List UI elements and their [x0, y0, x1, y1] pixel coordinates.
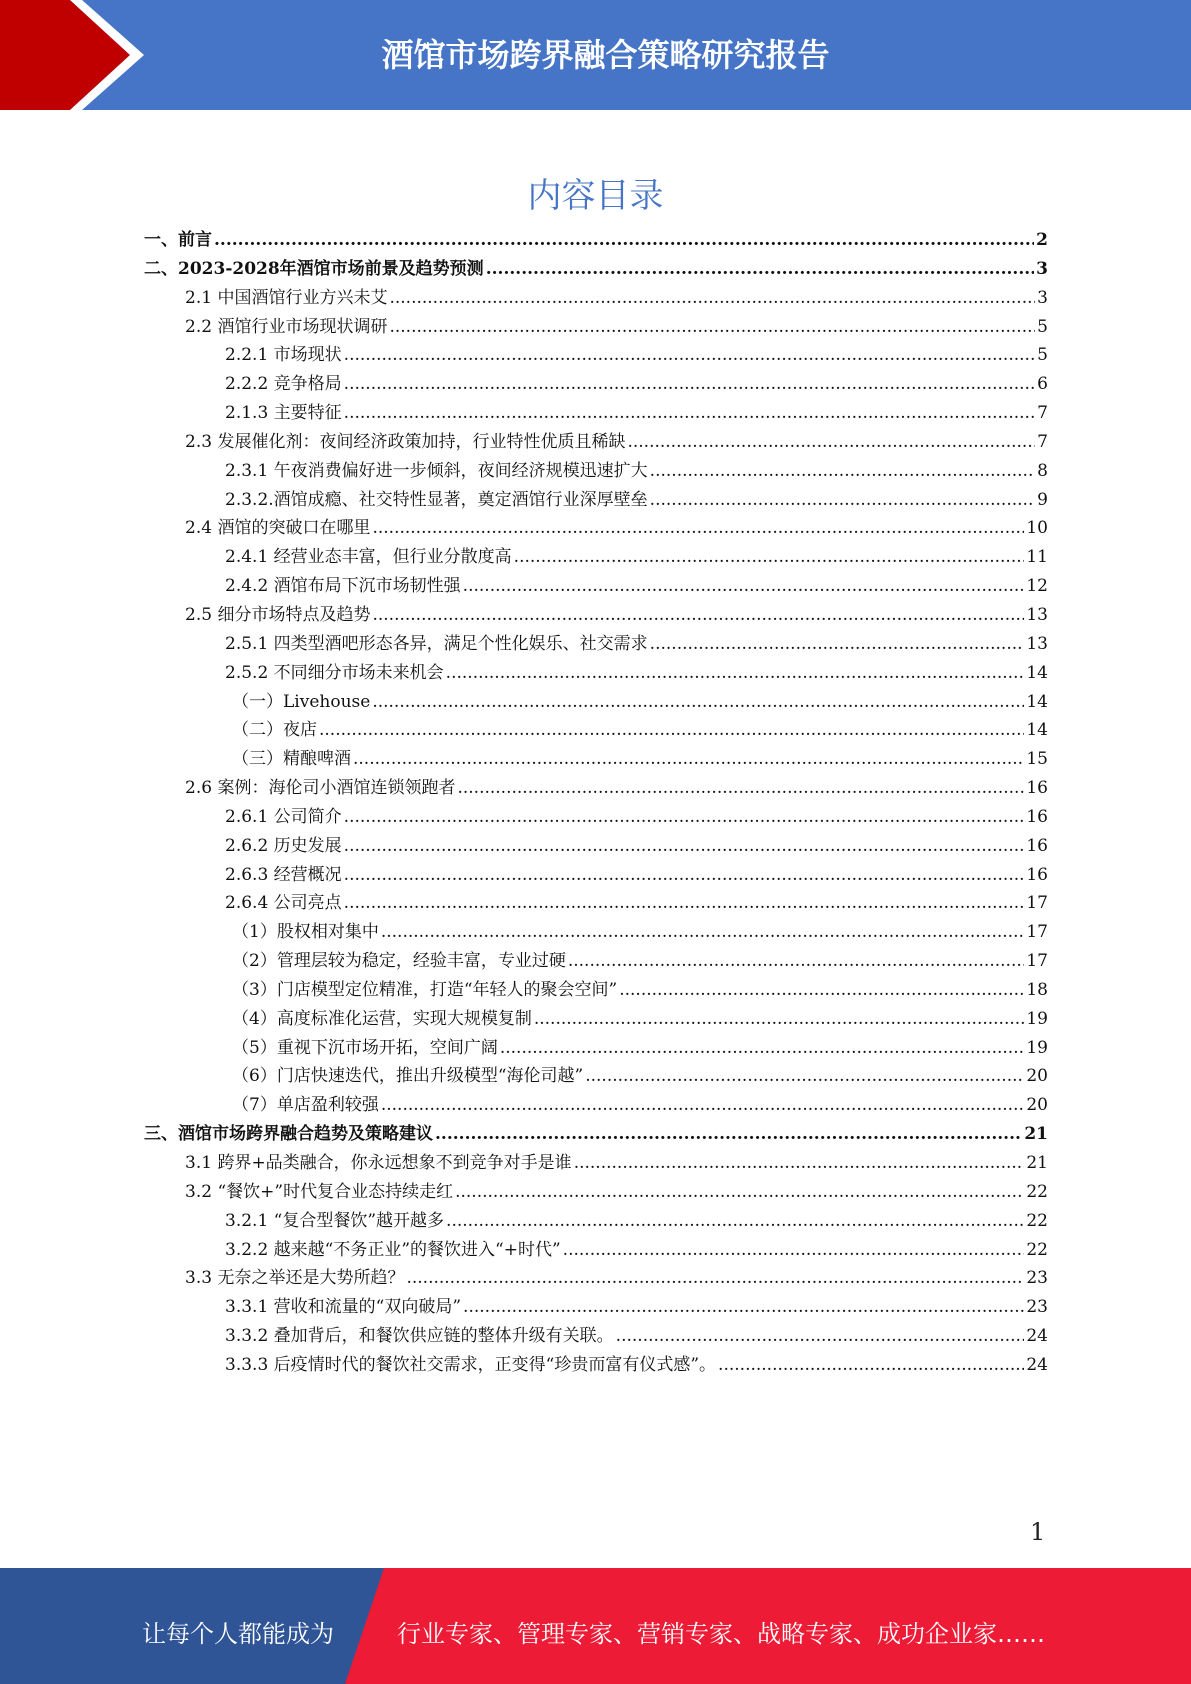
toc-entry-label: 3.3.3 后疫情时代的餐饮社交需求，正变得“珍贵而富有仪式感”。 — [225, 1354, 717, 1375]
toc-leader-dots — [344, 861, 1025, 890]
toc-entry-page: 24 — [1026, 1326, 1048, 1347]
toc-heading: 内容目录 — [527, 176, 664, 216]
footer-slogan-left: 让每个人都能成为 — [142, 1620, 334, 1648]
toc-leader-dots — [650, 486, 1036, 515]
toc-leader-dots — [650, 457, 1036, 486]
toc-entry[interactable] — [144, 601, 1048, 630]
toc-leader-dots — [563, 1236, 1025, 1265]
table-of-contents — [144, 226, 1048, 1380]
toc-entry-page: 16 — [1026, 864, 1048, 885]
toc-entry-label: 2.2.2 竞争格局 — [225, 374, 342, 395]
toc-entry-label: 三、酒馆市场跨界融合趋势及策略建议 — [144, 1124, 433, 1145]
toc-entry[interactable] — [144, 1293, 1048, 1322]
toc-entry-label: （5）重视下沉市场开拓，空间广阔 — [232, 1037, 498, 1058]
toc-entry-page: 23 — [1026, 1268, 1048, 1289]
toc-entry-label: 3.3 无奈之举还是大势所趋？ — [185, 1268, 405, 1289]
page-footer — [0, 1568, 1191, 1684]
toc-entry-label: （3）门店模型定位精准，打造“年轻人的聚会空间” — [232, 979, 618, 1000]
toc-leader-dots — [718, 1351, 1024, 1380]
toc-leader-dots — [585, 1062, 1024, 1091]
toc-entry[interactable] — [144, 976, 1048, 1005]
toc-entry-label: 2.5.1 四类型酒吧形态各异，满足个性化娱乐、社交需求 — [225, 633, 648, 654]
toc-leader-dots — [619, 976, 1024, 1005]
toc-entry[interactable] — [144, 313, 1048, 342]
toc-entry-label: 2.6.2 历史发展 — [225, 835, 342, 856]
toc-entry-page: 13 — [1026, 633, 1048, 654]
toc-entry-label: （一）Livehouse — [232, 691, 371, 712]
toc-entry-label: 2.6.3 经营概况 — [225, 864, 342, 885]
toc-entry[interactable] — [144, 1236, 1048, 1265]
toc-entry[interactable] — [144, 832, 1048, 861]
toc-entry-label: 一、前言 — [144, 230, 212, 250]
toc-entry-label: 2.6.4 公司亮点 — [225, 893, 342, 914]
toc-entry[interactable] — [144, 1034, 1048, 1063]
toc-entry-page: 17 — [1026, 922, 1048, 943]
toc-entry[interactable] — [144, 428, 1048, 457]
toc-entry-page: 22 — [1026, 1210, 1048, 1231]
toc-leader-dots — [406, 1264, 1024, 1293]
toc-entry-label: 2.2.1 市场现状 — [225, 345, 342, 366]
toc-entry-label: （4）高度标准化运营，实现大规模复制 — [232, 1008, 532, 1029]
toc-entry-page: 10 — [1026, 518, 1048, 539]
toc-entry[interactable] — [144, 803, 1048, 832]
toc-entry[interactable] — [144, 1005, 1048, 1034]
toc-entry-label: 2.6 案例：海伦司小酒馆连锁领跑者 — [185, 778, 456, 799]
toc-entry-label: 2.6.1 公司简介 — [225, 806, 342, 827]
toc-entry-label: 2.5 细分市场特点及趋势 — [185, 604, 371, 625]
toc-entry[interactable] — [144, 774, 1048, 803]
toc-entry-page: 22 — [1026, 1181, 1048, 1202]
toc-entry[interactable] — [144, 688, 1048, 717]
toc-entry-label: 二、2023-2028年酒馆市场前景及趋势预测 — [144, 258, 484, 279]
toc-entry[interactable] — [144, 716, 1048, 745]
toc-entry-page: 21 — [1024, 1124, 1048, 1145]
toc-leader-dots — [372, 601, 1024, 630]
toc-entry-page: 5 — [1037, 345, 1048, 366]
toc-entry-label: 3.3.1 营收和流量的“双向破局” — [225, 1297, 462, 1318]
toc-leader-dots — [353, 745, 1024, 774]
toc-entry-page: 17 — [1026, 893, 1048, 914]
toc-leader-dots — [463, 1293, 1024, 1322]
toc-entry-page: 14 — [1026, 691, 1048, 712]
toc-leader-dots — [344, 341, 1036, 370]
toc-entry[interactable] — [144, 543, 1048, 572]
toc-entry-page: 23 — [1026, 1297, 1048, 1318]
toc-leader-dots — [446, 1207, 1024, 1236]
toc-leader-dots — [389, 284, 1035, 313]
toc-entry-label: 2.4 酒馆的突破口在哪里 — [185, 518, 371, 539]
toc-entry-label: （6）门店快速迭代，推出升级模型“海伦司越” — [232, 1066, 584, 1087]
toc-entry[interactable] — [144, 745, 1048, 774]
toc-leader-dots — [344, 832, 1025, 861]
toc-entry[interactable] — [144, 1264, 1048, 1293]
report-title: 酒馆市场跨界融合策略研究报告 — [381, 36, 830, 74]
toc-entry-page: 13 — [1026, 604, 1048, 625]
toc-entry[interactable] — [144, 572, 1048, 601]
toc-entry[interactable] — [144, 457, 1048, 486]
toc-entry-page: 3 — [1036, 258, 1048, 279]
toc-leader-dots — [574, 1149, 1025, 1178]
toc-entry[interactable] — [144, 630, 1048, 659]
footer-slogan-right: 行业专家、管理专家、营销专家、战略专家、成功企业家…… — [397, 1620, 1045, 1648]
toc-entry-label: 2.3 发展催化剂：夜间经济政策加持，行业特性优质且稀缺 — [185, 431, 626, 452]
toc-entry-label: 3.1 跨界+品类融合，你永远想象不到竞争对手是谁 — [185, 1153, 572, 1173]
toc-entry-page: 6 — [1037, 374, 1048, 395]
toc-entry-page: 24 — [1026, 1354, 1048, 1375]
toc-entry-label: 2.2 酒馆行业市场现状调研 — [185, 316, 388, 337]
toc-entry-label: 3.3.2 叠加背后，和餐饮供应链的整体升级有关联。 — [225, 1326, 614, 1347]
toc-leader-dots — [463, 572, 1025, 601]
toc-entry-page: 20 — [1026, 1066, 1048, 1087]
toc-entry[interactable] — [144, 1149, 1048, 1178]
toc-leader-dots — [457, 774, 1024, 803]
toc-entry[interactable] — [144, 659, 1048, 688]
toc-entry-page: 7 — [1037, 403, 1048, 424]
toc-entry-page: 14 — [1026, 662, 1048, 683]
toc-entry[interactable] — [144, 1120, 1048, 1149]
toc-entry-page: 7 — [1037, 431, 1048, 452]
toc-leader-dots — [319, 716, 1024, 745]
toc-entry-page: 22 — [1026, 1239, 1048, 1260]
toc-leader-dots — [344, 370, 1036, 399]
page-header — [0, 0, 1191, 110]
toc-entry-page: 8 — [1037, 460, 1048, 481]
toc-entry[interactable] — [144, 514, 1048, 543]
toc-entry[interactable] — [144, 226, 1048, 255]
page-number: 1 — [1030, 1518, 1046, 1546]
toc-entry-page: 15 — [1026, 749, 1048, 770]
toc-leader-dots — [381, 1091, 1025, 1120]
toc-entry-label: 2.4.2 酒馆布局下沉市场韧性强 — [225, 576, 461, 597]
toc-entry-page: 18 — [1026, 979, 1048, 1000]
toc-leader-dots — [446, 659, 1025, 688]
toc-entry[interactable] — [144, 284, 1048, 313]
toc-entry-label: 2.4.1 经营业态丰富，但行业分散度高 — [225, 547, 512, 568]
toc-entry-page: 16 — [1026, 778, 1048, 799]
toc-entry-label: （三）精酿啤酒 — [232, 749, 351, 770]
toc-entry[interactable] — [144, 861, 1048, 890]
toc-entry-label: （二）夜店 — [232, 720, 317, 741]
toc-entry-label: 3.2.2 越来越“不务正业”的餐饮进入“+时代” — [225, 1239, 561, 1260]
toc-entry-label: （1）股权相对集中 — [232, 922, 379, 943]
toc-leader-dots — [627, 428, 1035, 457]
toc-leader-dots — [568, 947, 1025, 976]
toc-leader-dots — [455, 1178, 1024, 1207]
toc-leader-dots — [486, 255, 1034, 284]
toc-entry-page: 9 — [1037, 489, 1048, 510]
toc-entry-label: 2.3.2.酒馆成瘾、社交特性显著，奠定酒馆行业深厚壁垒 — [225, 489, 648, 510]
toc-entry-label: 2.5.2 不同细分市场未来机会 — [225, 662, 444, 683]
toc-entry-page: 12 — [1026, 576, 1048, 597]
toc-leader-dots — [372, 514, 1024, 543]
toc-leader-dots — [372, 688, 1024, 717]
toc-entry-page: 16 — [1026, 835, 1048, 856]
toc-leader-dots — [514, 543, 1025, 572]
toc-leader-dots — [389, 313, 1035, 342]
toc-entry-page: 11 — [1026, 547, 1048, 568]
toc-entry-page: 2 — [1036, 230, 1048, 250]
toc-entry-label: 2.1 中国酒馆行业方兴未艾 — [185, 287, 388, 308]
toc-entry[interactable] — [144, 255, 1048, 284]
toc-leader-dots — [344, 889, 1025, 918]
toc-entry[interactable] — [144, 399, 1048, 428]
toc-entry[interactable] — [144, 1207, 1048, 1236]
toc-entry-page: 3 — [1037, 287, 1048, 308]
toc-leader-dots — [344, 399, 1036, 428]
toc-entry-label: 3.2 “餐饮+”时代复合业态持续走红 — [185, 1181, 454, 1202]
toc-entry-label: （7）单店盈利较强 — [232, 1095, 379, 1116]
toc-entry[interactable] — [144, 341, 1048, 370]
toc-leader-dots — [534, 1005, 1025, 1034]
toc-entry[interactable] — [144, 370, 1048, 399]
toc-entry-page: 20 — [1026, 1095, 1048, 1116]
toc-entry-label: 2.3.1 午夜消费偏好进一步倾斜，夜间经济规模迅速扩大 — [225, 460, 648, 481]
toc-leader-dots — [650, 630, 1025, 659]
toc-entry[interactable] — [144, 1062, 1048, 1091]
toc-entry-page: 16 — [1026, 806, 1048, 827]
toc-leader-dots — [616, 1322, 1025, 1351]
toc-entry[interactable] — [144, 1178, 1048, 1207]
toc-entry-label: 2.1.3 主要特征 — [225, 403, 342, 424]
toc-entry-page: 14 — [1026, 720, 1048, 741]
toc-entry[interactable] — [144, 918, 1048, 947]
toc-entry[interactable] — [144, 486, 1048, 515]
toc-entry-page: 21 — [1026, 1153, 1048, 1173]
toc-entry[interactable] — [144, 889, 1048, 918]
toc-entry[interactable] — [144, 1322, 1048, 1351]
toc-entry-page: 17 — [1026, 951, 1048, 972]
toc-leader-dots — [214, 226, 1034, 255]
toc-entry-page: 5 — [1037, 316, 1048, 337]
toc-entry-label: （2）管理层较为稳定，经验丰富，专业过硬 — [232, 951, 566, 972]
toc-entry-label: 3.2.1 “复合型餐饮”越开越多 — [225, 1210, 445, 1231]
toc-leader-dots — [381, 918, 1025, 947]
toc-entry-page: 19 — [1026, 1037, 1048, 1058]
toc-entry[interactable] — [144, 947, 1048, 976]
toc-leader-dots — [344, 803, 1025, 832]
toc-entry[interactable] — [144, 1091, 1048, 1120]
toc-leader-dots — [435, 1120, 1022, 1149]
toc-leader-dots — [500, 1034, 1025, 1063]
toc-entry[interactable] — [144, 1351, 1048, 1380]
toc-entry-page: 19 — [1026, 1008, 1048, 1029]
